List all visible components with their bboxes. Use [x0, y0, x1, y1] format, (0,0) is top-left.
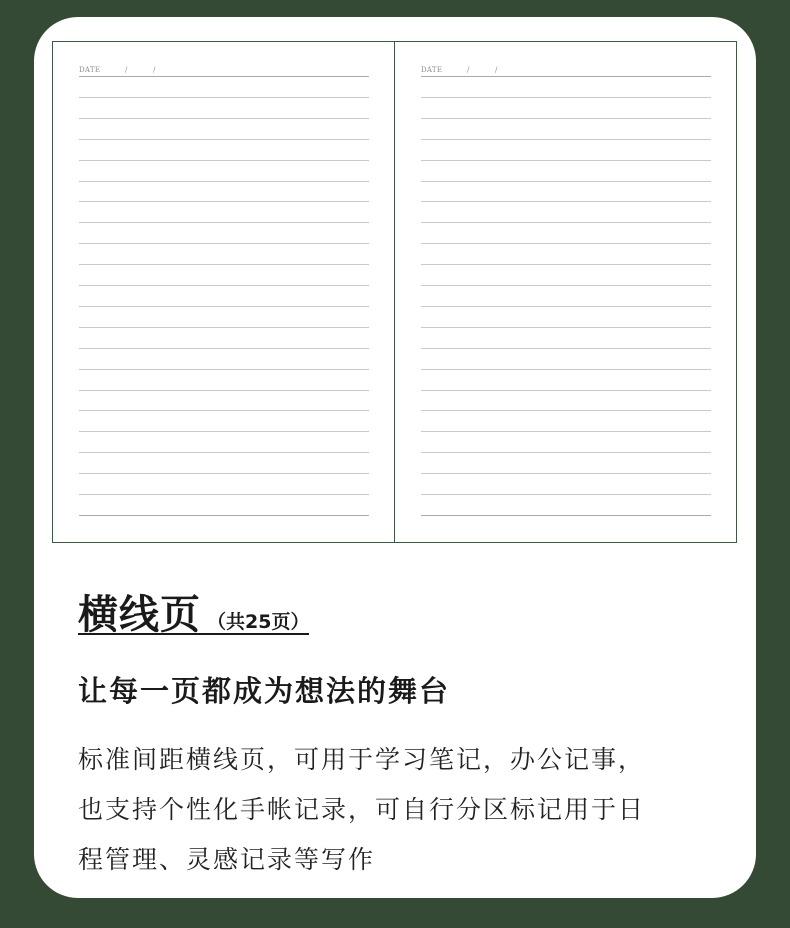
date-separator: /: [467, 66, 470, 74]
ruled-line: [421, 473, 711, 474]
description: [78, 735, 718, 885]
tagline: 让每一页都成为想法的舞台: [78, 674, 451, 708]
ruled-line: [79, 76, 369, 77]
ruled-line: [421, 201, 711, 202]
ruled-line: [79, 348, 369, 349]
ruled-line: [79, 431, 369, 432]
left-page: [53, 42, 394, 542]
page-count: （共25页）: [207, 611, 310, 633]
ruled-line: [79, 390, 369, 391]
ruled-line: [79, 515, 369, 516]
ruled-line: [421, 515, 711, 516]
right-page: [395, 42, 736, 542]
ruled-line: [421, 452, 711, 453]
ruled-line: [79, 181, 369, 182]
date-label: DATE: [421, 66, 443, 74]
description-line: 程管理、灵感记录等写作: [78, 845, 376, 874]
ruled-line: [79, 97, 369, 98]
ruled-line: [421, 285, 711, 286]
ruled-line: [79, 160, 369, 161]
ruled-line: [79, 264, 369, 265]
ruled-line: [421, 369, 711, 370]
ruled-line: [421, 97, 711, 98]
ruled-line: [421, 431, 711, 432]
ruled-line: [421, 306, 711, 307]
ruled-line: [79, 118, 369, 119]
ruled-line: [79, 452, 369, 453]
ruled-line: [421, 139, 711, 140]
date-separator: /: [495, 66, 498, 74]
date-label: DATE: [79, 66, 101, 74]
ruled-line: [79, 139, 369, 140]
ruled-line: [421, 118, 711, 119]
ruled-line: [79, 201, 369, 202]
ruled-line: [79, 222, 369, 223]
ruled-line: [79, 285, 369, 286]
ruled-line: [421, 243, 711, 244]
page-title: 横线页: [78, 592, 201, 638]
ruled-line: [79, 410, 369, 411]
ruled-line: [421, 76, 711, 77]
section-heading: [78, 583, 310, 638]
ruled-line: [421, 348, 711, 349]
ruled-line: [79, 243, 369, 244]
ruled-line: [79, 306, 369, 307]
notebook-spread: [52, 41, 737, 543]
ruled-line: [421, 410, 711, 411]
ruled-line: [79, 327, 369, 328]
date-separator: /: [153, 66, 156, 74]
ruled-line: [421, 181, 711, 182]
ruled-line: [421, 327, 711, 328]
ruled-line: [421, 494, 711, 495]
description-line: 也支持个性化手帐记录，可自行分区标记用于日: [78, 795, 646, 824]
content-card: [34, 17, 756, 898]
description-line: 标准间距横线页，可用于学习笔记，办公记事，: [78, 745, 646, 774]
ruled-line: [421, 160, 711, 161]
ruled-line: [421, 222, 711, 223]
ruled-line: [79, 473, 369, 474]
date-separator: /: [125, 66, 128, 74]
ruled-line: [79, 369, 369, 370]
ruled-line: [421, 264, 711, 265]
ruled-line: [421, 390, 711, 391]
ruled-line: [79, 494, 369, 495]
